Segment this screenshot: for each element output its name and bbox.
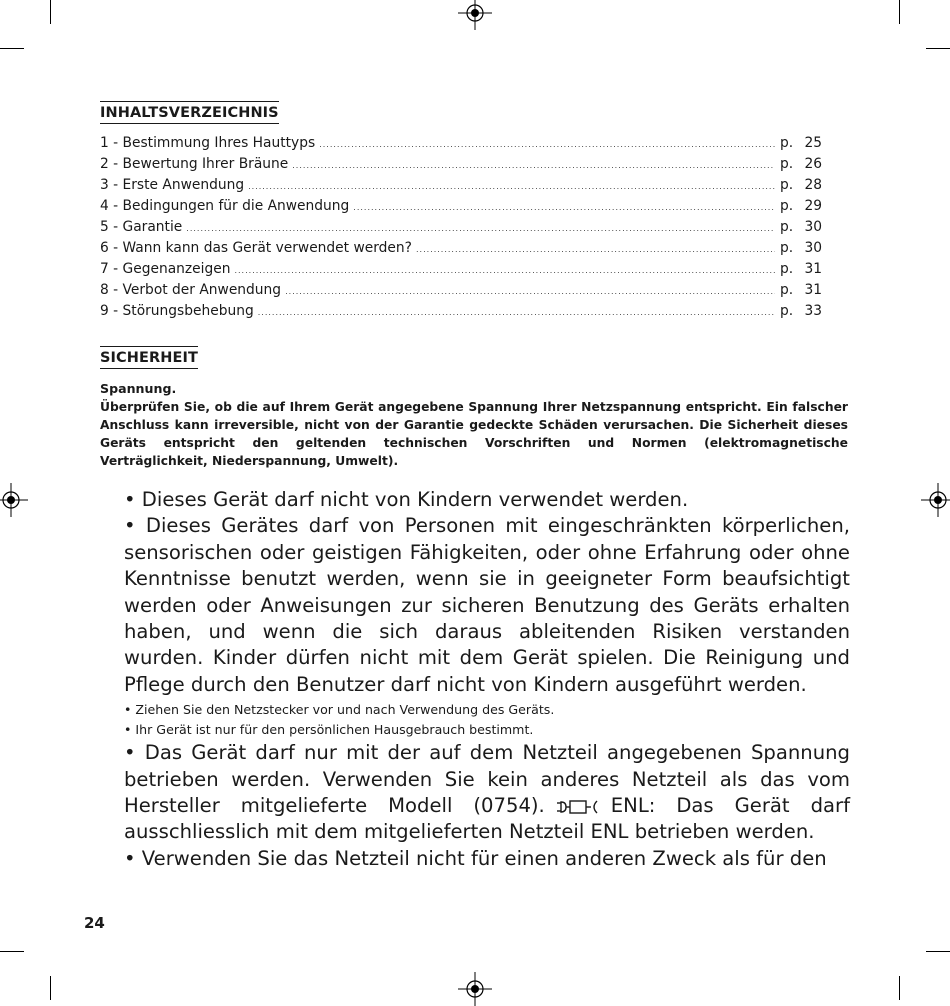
toc-page-prefix: p. (780, 177, 794, 193)
bullet-household-use: • Ihr Gerät ist nur für den persönlichen Hausgebrauch bestimmt. (124, 722, 534, 738)
toc-entry-title: 2 - Bewertung Ihrer Bräune (100, 156, 289, 172)
toc-entry[interactable] (100, 198, 822, 219)
toc-entry-title: 3 - Erste Anwendung (100, 177, 245, 193)
toc-page-number: 30 (804, 240, 822, 256)
toc-leader-dots (186, 224, 775, 233)
toc-page-prefix: p. (780, 240, 794, 256)
toc-page-number: 31 (804, 261, 822, 277)
bullet-power-supply (124, 740, 850, 846)
crop-mark (50, 0, 51, 24)
toc-page-prefix: p. (780, 156, 794, 172)
toc-leader-dots (319, 140, 775, 149)
toc-entry[interactable] (100, 177, 822, 198)
toc-page-number: 25 (804, 135, 822, 151)
registration-mark-icon (0, 483, 28, 517)
toc-leader-dots (353, 203, 775, 212)
toc-leader-dots (248, 182, 775, 191)
toc-leader-dots (258, 308, 775, 317)
crop-mark (50, 976, 51, 1000)
voltage-section (100, 380, 848, 470)
crop-mark (0, 951, 24, 952)
power-adapter-icon (555, 799, 601, 815)
toc-entry[interactable] (100, 303, 822, 324)
bullet-unplug: • Ziehen Sie den Netzstecker vor und nach Verwendung des Geräts. (124, 702, 555, 718)
bullet-children: • Dieses Gerät darf nicht von Kindern verwendet werden. (124, 488, 689, 511)
toc-entry-title: 4 - Bedingungen für die Anwendung (100, 198, 350, 214)
toc-leader-dots (292, 161, 775, 170)
page-number: 24 (84, 914, 105, 932)
toc-entry-title: 5 - Garantie (100, 219, 183, 235)
voltage-subheading: Spannung. (100, 381, 177, 396)
crop-mark (899, 0, 900, 24)
toc-page-prefix: p. (780, 261, 794, 277)
crop-mark (926, 48, 950, 49)
toc-entry[interactable] (100, 240, 822, 261)
toc-entry-title: 6 - Wann kann das Gerät verwendet werden? (100, 240, 412, 256)
registration-mark-icon (458, 972, 492, 1006)
toc-page-number: 33 (804, 303, 822, 319)
toc-page-prefix: p. (780, 135, 794, 151)
toc-leader-dots (234, 266, 775, 275)
power-supply-text: • Das Gerät darf nur mit der auf dem Netzteil angegebenen Spannung betrieben werden. Verwenden Sie kein anderes Netzteil als das vom Hersteller mitgelieferte Modell (0754). (124, 741, 850, 818)
toc-entry-title: 1 - Bestimmung Ihres Hauttyps (100, 135, 316, 151)
enl-text: ENL: Das Gerät darf ausschliesslich mit dem mitgelieferten Netzteil ENL betrieben werden. (124, 794, 850, 844)
toc-entry[interactable] (100, 282, 822, 303)
toc-page-prefix: p. (780, 303, 794, 319)
registration-mark-icon (458, 0, 492, 30)
toc-entry-title: 7 - Gegenanzeigen (100, 261, 231, 277)
crop-mark (926, 951, 950, 952)
safety-heading: SICHERHEIT (100, 346, 198, 369)
toc-entry-title: 8 - Verbot der Anwendung (100, 282, 282, 298)
toc-page-number: 29 (804, 198, 822, 214)
toc-heading: INHALTSVERZEICHNIS (100, 101, 279, 124)
bullet-supervision: • Dieses Gerätes darf von Personen mit eingeschränkten körperlichen, sensorischen oder geistigen Fähigkeiten, oder ohne Erfahrung oder ohne Kenntnisse benutzt werden, wenn sie in geeigneter Form beaufsichtigt werden oder Anweisungen zur sicheren Benutzung des Geräts erhalten haben, und wenn die sich daraus ableitenden Risiken verstanden wurden. Kinder dürfen nicht mit dem Gerät spielen. Die Reinigung und Pflege durch den Benutzer darf nicht von Kindern ausgeführt werden. (124, 514, 850, 696)
toc-entry[interactable] (100, 261, 822, 282)
safety-bullet-list (124, 487, 850, 872)
toc-page-prefix: p. (780, 219, 794, 235)
toc-entry[interactable] (100, 156, 822, 177)
toc-page-number: 26 (804, 156, 822, 172)
toc-page-number: 30 (804, 219, 822, 235)
registration-mark-icon (921, 483, 950, 517)
toc-page-prefix: p. (780, 282, 794, 298)
toc-page-prefix: p. (780, 198, 794, 214)
toc-leader-dots (285, 287, 775, 296)
crop-mark (0, 48, 24, 49)
table-of-contents (100, 135, 822, 324)
crop-mark (899, 976, 900, 1000)
toc-entry-title: 9 - Störungsbehebung (100, 303, 254, 319)
toc-page-number: 31 (804, 282, 822, 298)
voltage-paragraph: Überprüfen Sie, ob die auf Ihrem Gerät angegebene Spannung Ihrer Netzspannung entspricht. Ein falscher Anschluss kann irreversible, nicht von der Garantie gedeckte Schäden verursachen. Die Sicherheit dieses Geräts entspricht den geltenden technischen Vorschriften und Normen (elektromagnetische Verträglichkeit, Niederspannung, Umwelt). (100, 400, 848, 468)
bullet-adapter-purpose: • Verwenden Sie das Netzteil nicht für einen anderen Zweck als für den (124, 846, 827, 870)
toc-entry[interactable] (100, 135, 822, 156)
toc-page-number: 28 (804, 177, 822, 193)
toc-leader-dots (416, 245, 775, 254)
toc-entry[interactable] (100, 219, 822, 240)
